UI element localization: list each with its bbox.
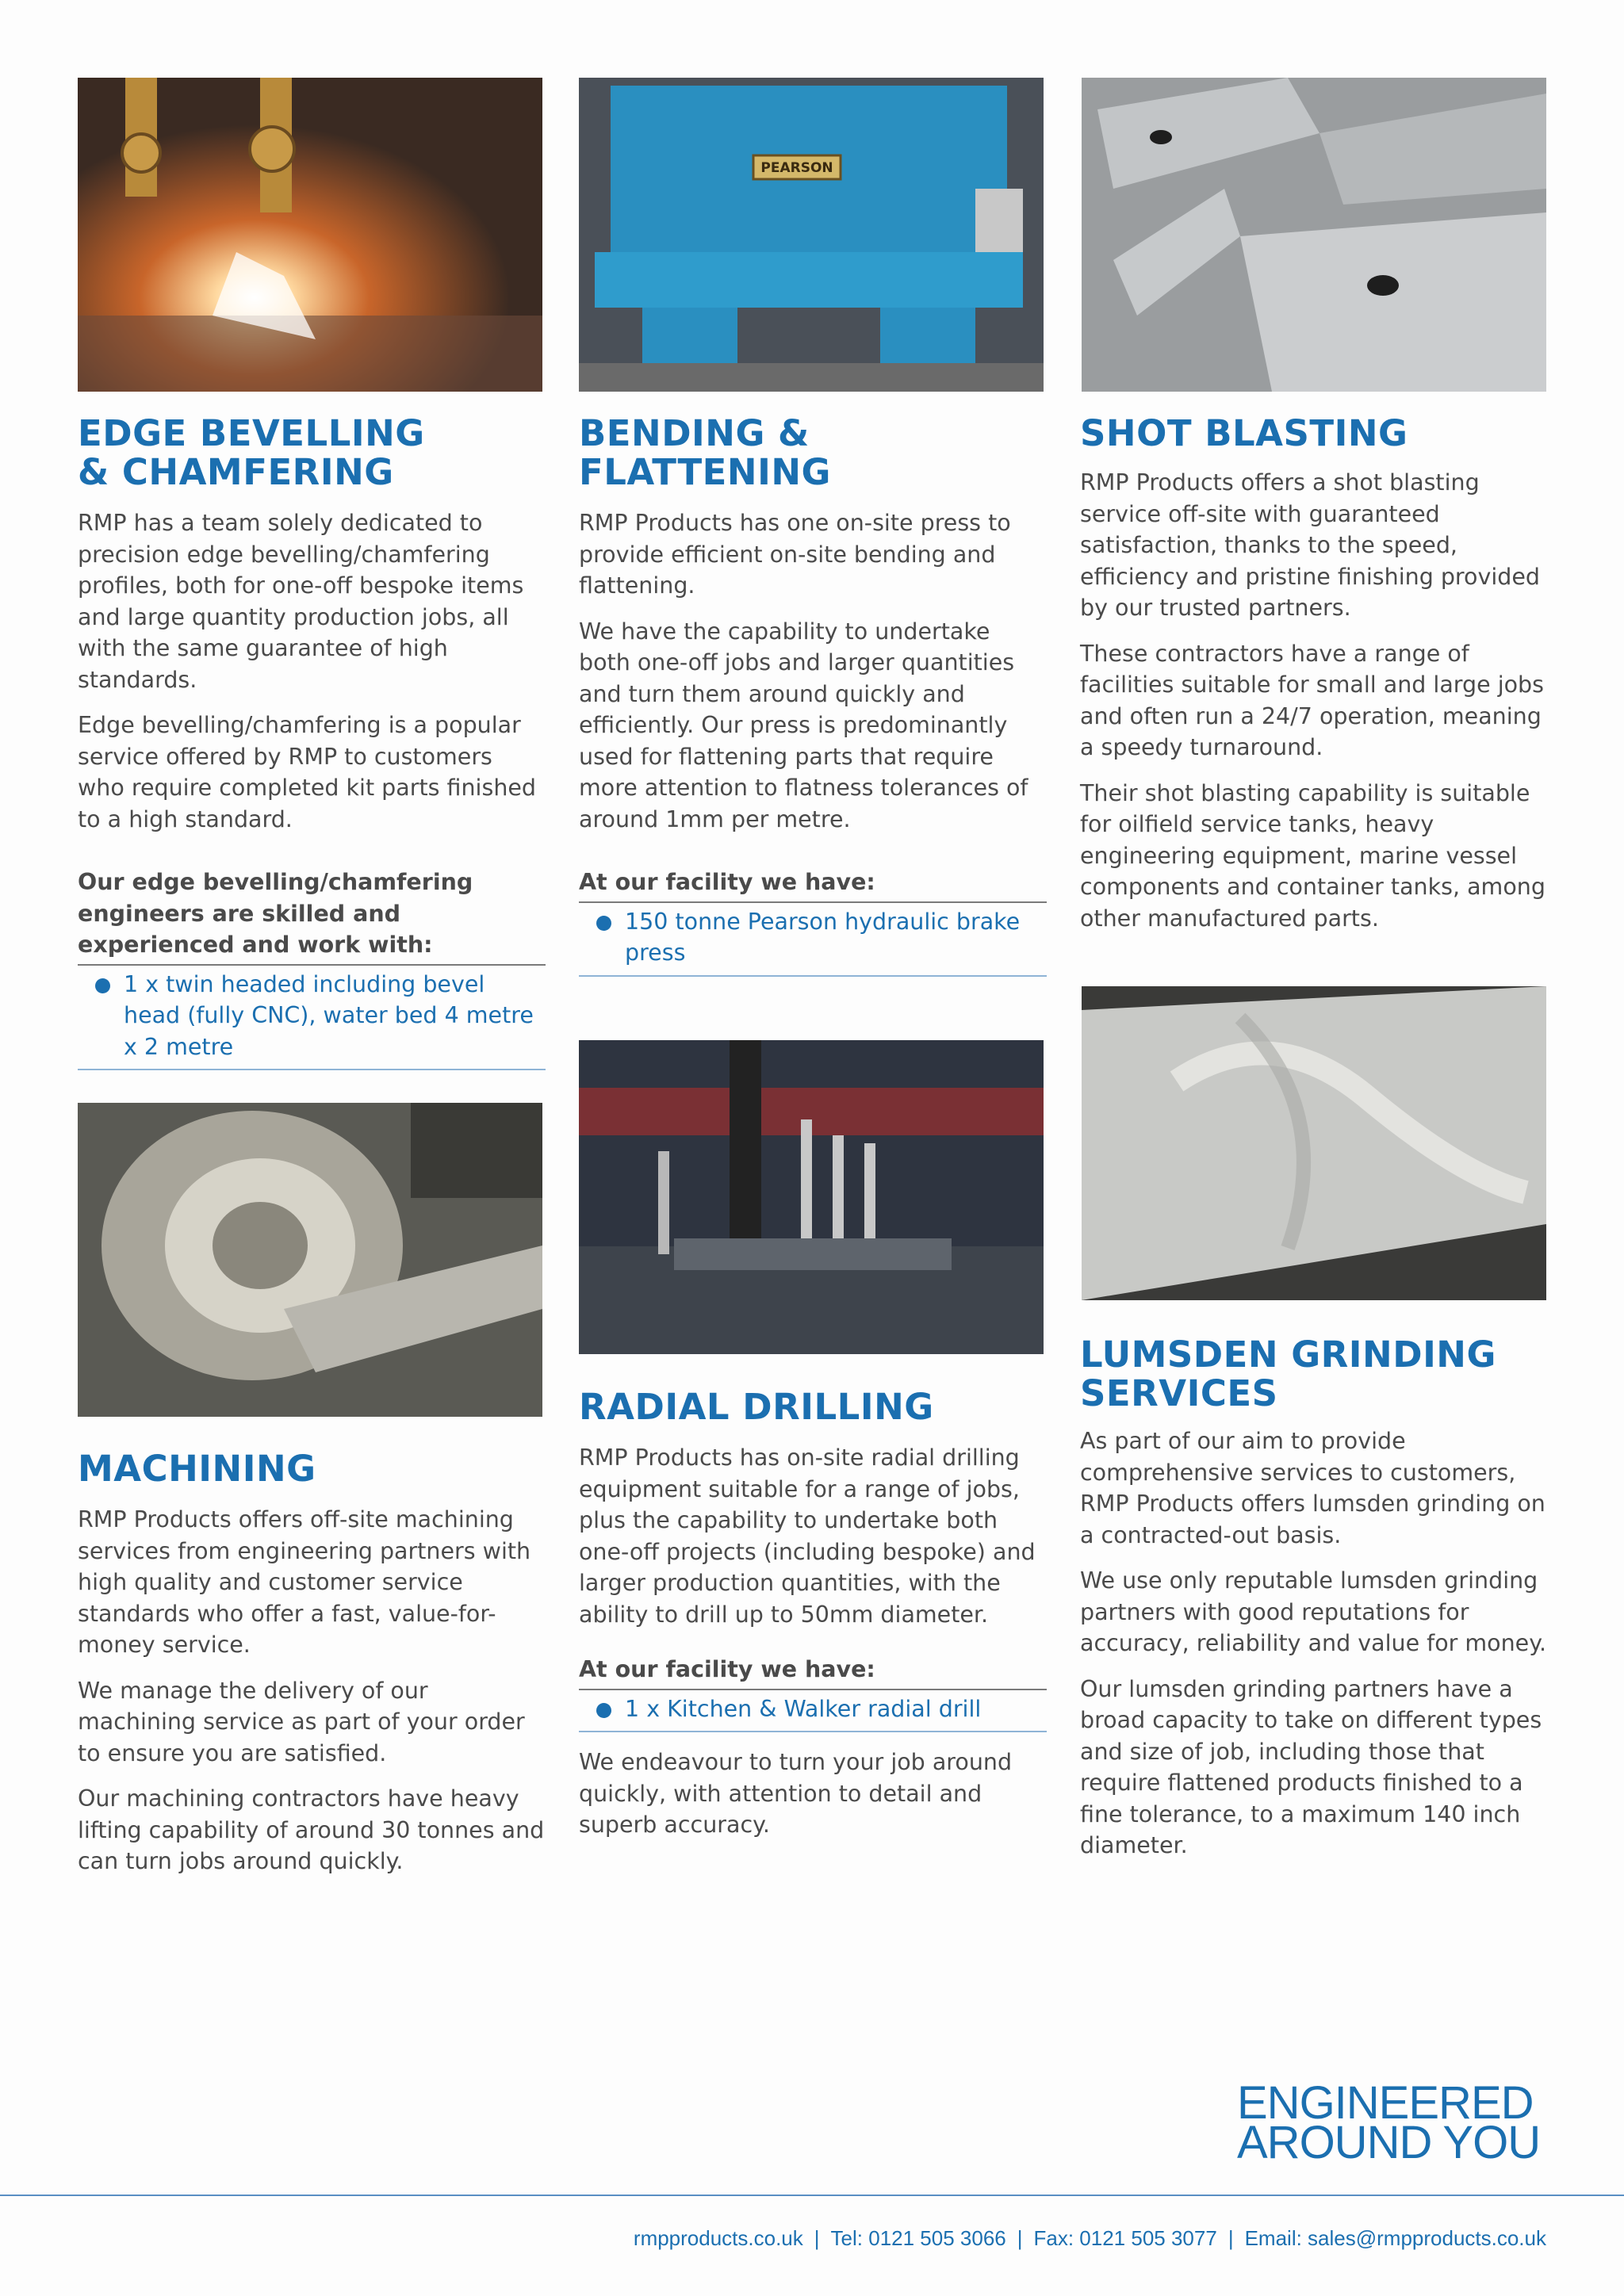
shot-blasting-para-2: These contractors have a range of facilities suitable for small and large jobs and often run a 24/7 operation, meaning a speedy turnaround. [1080, 640, 1545, 760]
footer-email-link[interactable]: Email: sales@rmpproducts.co.uk [1244, 2226, 1546, 2250]
radial-drilling-closing: We endeavour to turn your job around quickly, with attention to detail and superb accuracy. [579, 1749, 1013, 1838]
edge-bevelling-para-2: Edge bevelling/chamfering is a popular service offered by RMP to customers who require completed kit parts finished to a high standard. [78, 712, 537, 832]
footer-fax: Fax: 0121 505 3077 [1033, 2226, 1217, 2250]
footer-tel: Tel: 0121 505 3066 [830, 2226, 1006, 2250]
shot-blasting-photo [1082, 78, 1546, 392]
radial-drilling-photo [579, 1040, 1044, 1354]
machining-section [78, 1449, 546, 1892]
machining-title: MACHINING [78, 1448, 316, 1490]
radial-drilling-subhead: At our facility we have: [579, 1654, 1047, 1690]
edge-bevelling-para-1: RMP has a team solely dedicated to precision edge bevelling/chamfering profiles, both for one-off bespoke items and large quantity production jobs, all with the same guarantee of high standards. [78, 510, 524, 693]
lumsden-grinding-section [1080, 1335, 1548, 1876]
bullet-icon [596, 916, 611, 931]
lumsden-para-1: As part of our aim to provide comprehensive services to customers, RMP Products offers lumsden grinding on a contracted-out basis. [1080, 1428, 1545, 1548]
footer-website-link[interactable]: rmpproducts.co.uk [633, 2226, 803, 2250]
radial-drilling-para-1: RMP Products has on-site radial drilling equipment suitable for a range of jobs, plus the capability to undertake both one-off projects (including bespoke) and larger production quantities, with the ability to drill up to 50mm diameter. [579, 1445, 1036, 1628]
bending-para-2: We have the capability to undertake both one-off jobs and larger quantities and turn them around quickly and efficiently. Our press is predominantly used for flattening parts that require more attention to flatness tolerances of around 1mm per metre. [579, 618, 1028, 832]
list-item: 1 x Kitchen & Walker radial drill [579, 1690, 1047, 1732]
bending-press-photo [579, 78, 1044, 392]
shot-blasting-para-1: RMP Products offers a shot blasting service off-site with guaranteed satisfaction, thanks to the speed, efficiency and pristine finishing provided by our trusted partners. [1080, 469, 1540, 621]
lumsden-grinding-title: LUMSDEN GRINDING SERVICES [1080, 1334, 1496, 1414]
tagline [1237, 2077, 1554, 2168]
machining-photo [78, 1103, 542, 1417]
machining-para-2: We manage the delivery of our machining service as part of your order to ensure you are satisfied. [78, 1677, 525, 1766]
tagline-line-2: AROUND YOU [1237, 2117, 1541, 2168]
bending-title: BENDING & FLATTENING [579, 412, 831, 493]
list-item: 1 x twin headed including bevel head (fully CNC), water bed 4 metre x 2 metre [78, 966, 546, 1070]
shot-blasting-para-3: Their shot blasting capability is suitable for oilfield service tanks, heavy engineering equipment, marine vessel components and container tanks, among other manufactured parts. [1080, 779, 1545, 932]
edge-bevelling-title: EDGE BEVELLING & CHAMFERING [78, 412, 425, 493]
edge-bevelling-section [78, 414, 546, 1070]
lumsden-para-2: We use only reputable lumsden grinding partners with good reputations for accuracy, reliability and value for money. [1080, 1567, 1547, 1656]
tagline-line-1: ENGINEERED [1237, 2077, 1534, 2129]
edge-bevelling-list [78, 966, 546, 1071]
press-sign-text: PEARSON [760, 160, 833, 176]
lumsden-grinding-photo [1082, 986, 1546, 1300]
list-item: 150 tonne Pearson hydraulic brake press [579, 903, 1047, 975]
shot-blasting-title: SHOT BLASTING [1080, 412, 1408, 454]
edge-bevelling-subhead: Our edge bevelling/chamfering engineers are skilled and experienced and work with: [78, 867, 546, 966]
lumsden-para-3: Our lumsden grinding partners have a broad capacity to take on different types and size of job, including those that require flattened products finished to a fine tolerance, to a maximum 140 inch diameter. [1080, 1675, 1542, 1858]
footer-divider [0, 2195, 1624, 2196]
radial-drilling-title: RADIAL DRILLING [579, 1386, 934, 1428]
machining-para-3: Our machining contractors have heavy lifting capability of around 30 tonnes and can turn jobs around quickly. [78, 1785, 545, 1874]
bullet-icon [596, 1703, 611, 1718]
bullet-icon [95, 978, 110, 993]
footer-contact: rmpproducts.co.uk | Tel: 0121 505 3066 | Fax: 0121 505 3077 | Email: sales@rmpproducts.co.uk [633, 2226, 1546, 2250]
shot-blasting-section [1080, 414, 1548, 948]
radial-drilling-list [579, 1690, 1047, 1733]
radial-drilling-section [579, 1387, 1047, 1855]
bending-section [579, 414, 1047, 977]
bending-subhead: At our facility we have: [579, 867, 1047, 903]
edge-bevelling-photo [78, 78, 542, 392]
bending-para-1: RMP Products has one on-site press to provide efficient on-site bending and flattening. [579, 510, 1011, 599]
bending-list [579, 903, 1047, 977]
machining-para-1: RMP Products offers off-site machining services from engineering partners with high quality and customer service standards who offer a fast, value-for-money service. [78, 1506, 531, 1658]
